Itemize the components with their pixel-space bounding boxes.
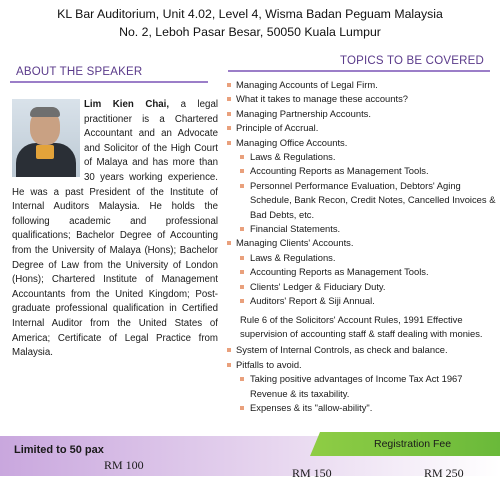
bullet-icon [240,285,244,289]
venue-line-2: No. 2, Leboh Pasar Besar, 50050 Kuala Lumpur [119,25,381,39]
topic-item: Pitfalls to avoid. [226,358,496,372]
topic-subitem: Auditors' Report & Siji Annual. [226,294,496,308]
topic-subitem: Accounting Reports as Management Tools. [226,265,496,279]
speaker-bio-text: a legal practitioner is a Chartered Accountant and an Advocate and Solicitor of the High Court of Malaya and has more than 30 years working experience. He was a past President of the Institute of Internal Auditors Malaysia. He holds the following academic and professional qualifications; Bachelor Degree of Accounting from the University of Malaya (Hons); Bachelor Degree of Law from the University of London (Hons); Chartered Institute of Management Accountants from the United Kingdom; Post-graduate professional qualification in Certified Internal Auditor from the United States of America; Certificate of Legal Practice from Malaysia. [12,99,218,359]
price-2: RM 150 [292,466,332,480]
topic-item: What it takes to manage these accounts? [226,92,496,106]
registration-fee-label: Registration Fee [374,438,452,450]
topic-subitem: Expenses & its "allow-ability". [226,401,496,415]
bullet-icon [227,141,231,145]
price-1: RM 100 [104,458,144,472]
bullet-icon [227,126,231,130]
bullet-icon [227,241,231,245]
bullet-icon [240,184,244,188]
bullet-icon [240,169,244,173]
bullet-icon [240,270,244,274]
topic-item: Managing Partnership Accounts. [226,107,496,121]
topic-item: System of Internal Controls, as check and balance. [226,343,496,357]
topic-subitem: Personnel Performance Evaluation, Debtors' Aging Schedule, Bank Recon, Credit Notes, Cancelled Invoices & Bad Debts, etc. [226,179,496,222]
speaker-heading: ABOUT THE SPEAKER [16,66,143,78]
venue-address [0,0,500,41]
topic-note: Rule 6 of the Solicitors' Account Rules, 1991 Effective supervision of accounting staff & staff dealing with monies. [240,313,483,339]
topic-subitem: Financial Statements. [226,222,496,236]
bullet-icon [227,83,231,87]
bullet-icon [227,97,231,101]
limit-label: Limited to 50 pax [14,444,104,456]
speaker-bio [12,98,218,361]
topic-item: Managing Office Accounts. [226,136,496,150]
bullet-icon [227,348,231,352]
bullet-icon [240,256,244,260]
bullet-icon [240,299,244,303]
bullet-icon [240,227,244,231]
bullet-icon [240,155,244,159]
speaker-divider [10,81,208,83]
topic-subitem: Taking positive advantages of Income Tax Act 1967 Revenue & its taxability. [226,372,496,401]
topics-heading: TOPICS TO BE COVERED [340,55,484,67]
speaker-name: Lim Kien Chai, [84,99,170,110]
topic-item: Managing Clients' Accounts. [226,236,496,250]
topic-item: Managing Accounts of Legal Firm. [226,78,496,92]
price-3: RM 250 [424,466,464,480]
topic-subitem: Laws & Regulations. [226,251,496,265]
topic-item: Principle of Accrual. [226,121,496,135]
bullet-icon [240,377,244,381]
bullet-icon [227,112,231,116]
venue-line-1: KL Bar Auditorium, Unit 4.02, Level 4, Wisma Badan Peguam Malaysia [57,7,443,21]
topic-subitem: Accounting Reports as Management Tools. [226,164,496,178]
bullet-icon [240,406,244,410]
topic-subitem: Clients' Ledger & Fiduciary Duty. [226,280,496,294]
topic-subitem: Laws & Regulations. [226,150,496,164]
topics-list [226,78,496,415]
bullet-icon [227,363,231,367]
topics-divider [228,70,490,72]
